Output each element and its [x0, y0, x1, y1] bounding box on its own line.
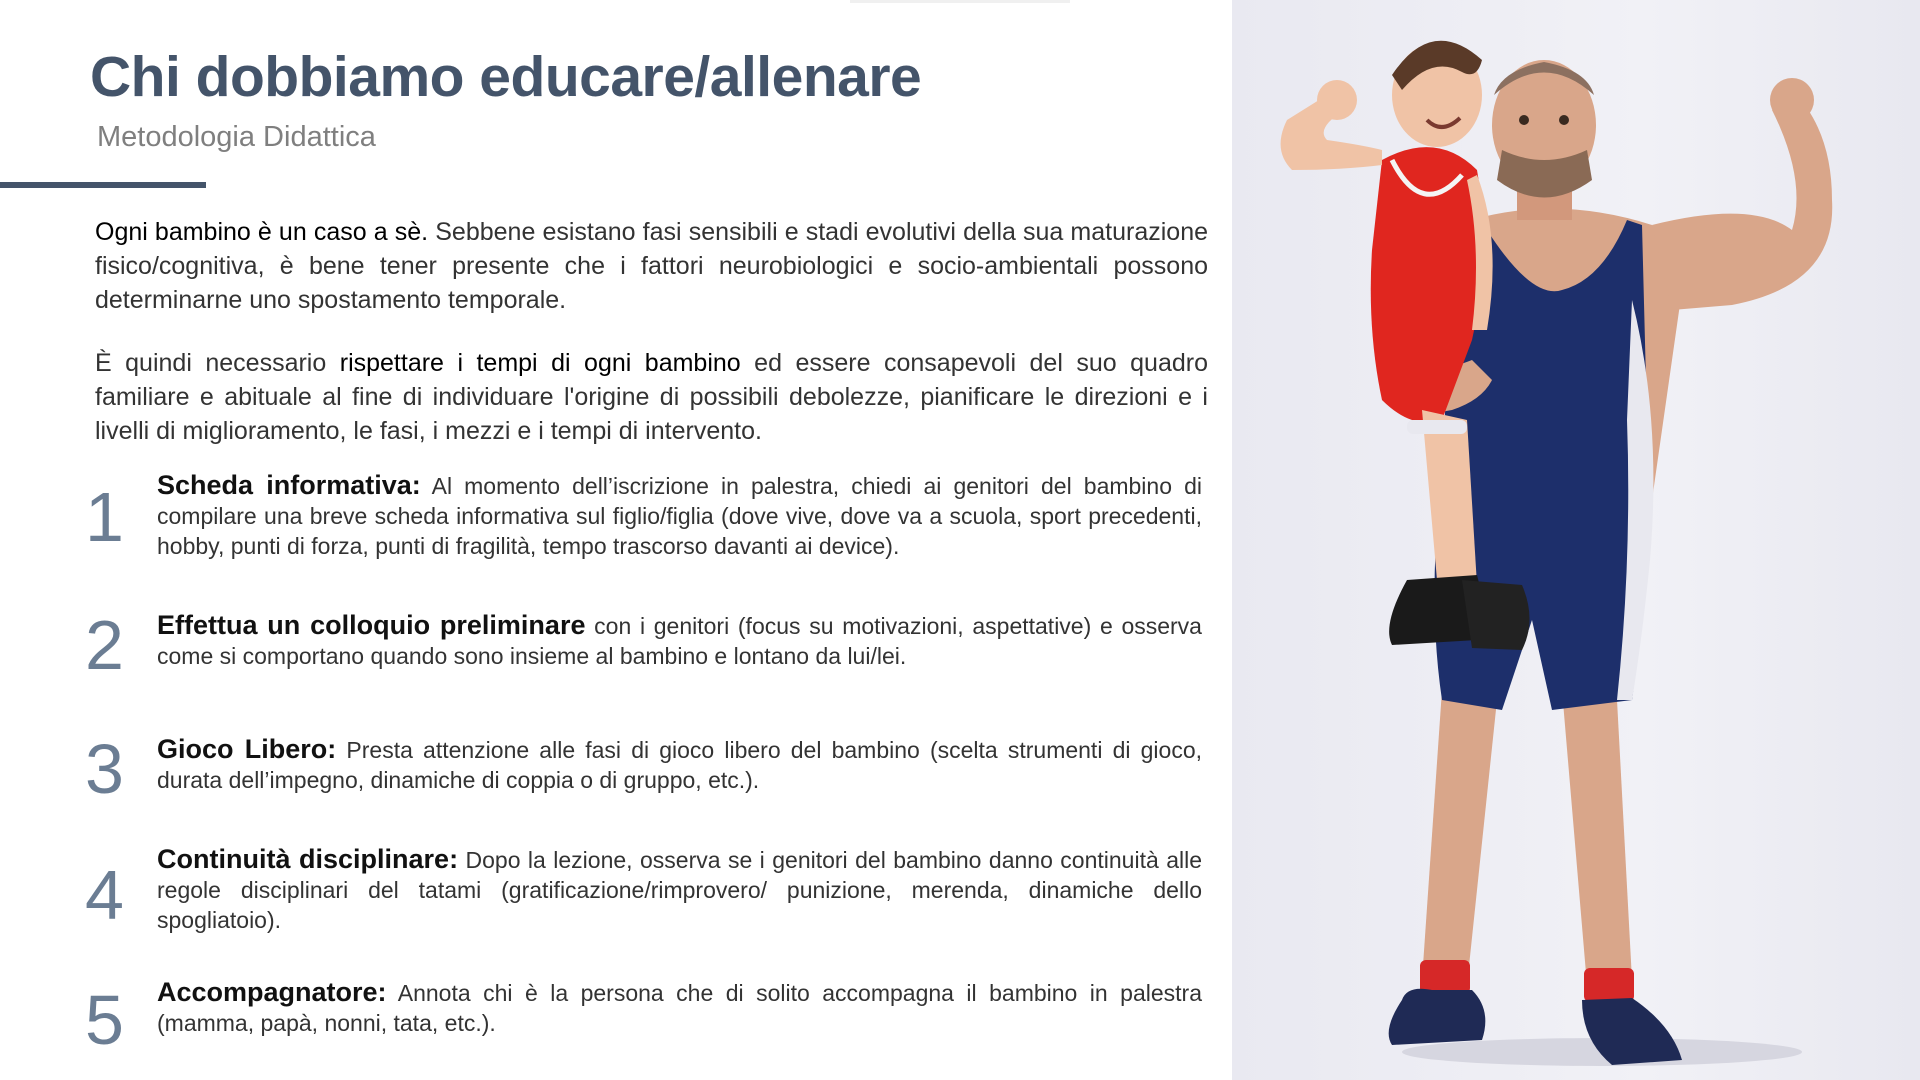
- item-text: [157, 734, 1202, 795]
- intro-bold-1: Ogni bambino è un caso a sè.: [95, 218, 429, 246]
- intro-text-2a: È quindi necessario: [95, 349, 340, 377]
- item-text: [157, 610, 1202, 671]
- page-title: Chi dobbiamo educare/allenare: [90, 45, 922, 109]
- title-underline: [0, 182, 206, 188]
- item-text: [157, 977, 1202, 1038]
- item-number: 3: [85, 730, 124, 808]
- item-lead: Accompagnatore:: [157, 977, 387, 1007]
- item-body: Al momento dell’iscrizione in palestra, chiedi ai genitori del bambino di compilare una breve scheda informativa sul figlio/figlia (dove vive, dove va a scuola, sport precedenti, hobby, punti di forza, punti di fragilità, tempo trascorso davanti ai device).: [157, 473, 1202, 559]
- item-body: Annota chi è la persona che di solito accompagna il bambino in palestra (mamma, papà, nonni, tata, etc.).: [157, 980, 1202, 1036]
- intro-paragraph-1: [95, 215, 1208, 317]
- item-text: [157, 470, 1202, 561]
- item-lead: Effettua un colloquio preliminare: [157, 610, 586, 640]
- top-decoration: [850, 0, 1070, 3]
- page-subtitle: Metodologia Didattica: [97, 121, 376, 153]
- item-number: 5: [85, 981, 124, 1059]
- item-lead: Continuità disciplinare:: [157, 844, 459, 874]
- item-number: 4: [85, 856, 124, 934]
- wrestlers-illustration: [1232, 0, 1920, 1080]
- item-body: Dopo la lezione, osserva se i genitori del bambino danno continuità alle regole disciplinari del tatami (gratificazione/rimprovero/ punizione, merenda, dinamiche dello spogliatoio).: [157, 847, 1202, 933]
- item-body: Presta attenzione alle fasi di gioco libero del bambino (scelta strumenti di gioco, durata dell’impegno, dinamiche di coppia o di gruppo, etc.).: [157, 737, 1202, 793]
- item-lead: Scheda informativa:: [157, 470, 421, 500]
- intro-paragraph-2: [95, 346, 1208, 448]
- intro-text-2b: ed essere consapevoli del suo quadro familiare e abituale al fine di individuare l'origine di possibili debolezze, pianificare le direzioni e i livelli di miglioramento, le fasi, i mezzi e i tempi di intervento.: [95, 349, 1208, 445]
- item-body: con i genitori (focus su motivazioni, aspettative) e osserva come si comportano quando sono insieme al bambino e lontano da lui/lei.: [157, 613, 1202, 669]
- intro-bold-2: rispettare i tempi di ogni bambino: [339, 349, 741, 377]
- item-number: 2: [85, 606, 124, 684]
- wrestlers-photo: [1232, 0, 1920, 1080]
- item-lead: Gioco Libero:: [157, 734, 337, 764]
- intro-text-1: Sebbene esistano fasi sensibili e stadi evolutivi della sua maturazione fisico/cognitiva, è bene tener presente che i fattori neurobiologici e socio-ambientali possono determinarne uno spostamento temporale.: [95, 218, 1208, 314]
- item-number: 1: [85, 478, 124, 556]
- item-text: [157, 844, 1202, 935]
